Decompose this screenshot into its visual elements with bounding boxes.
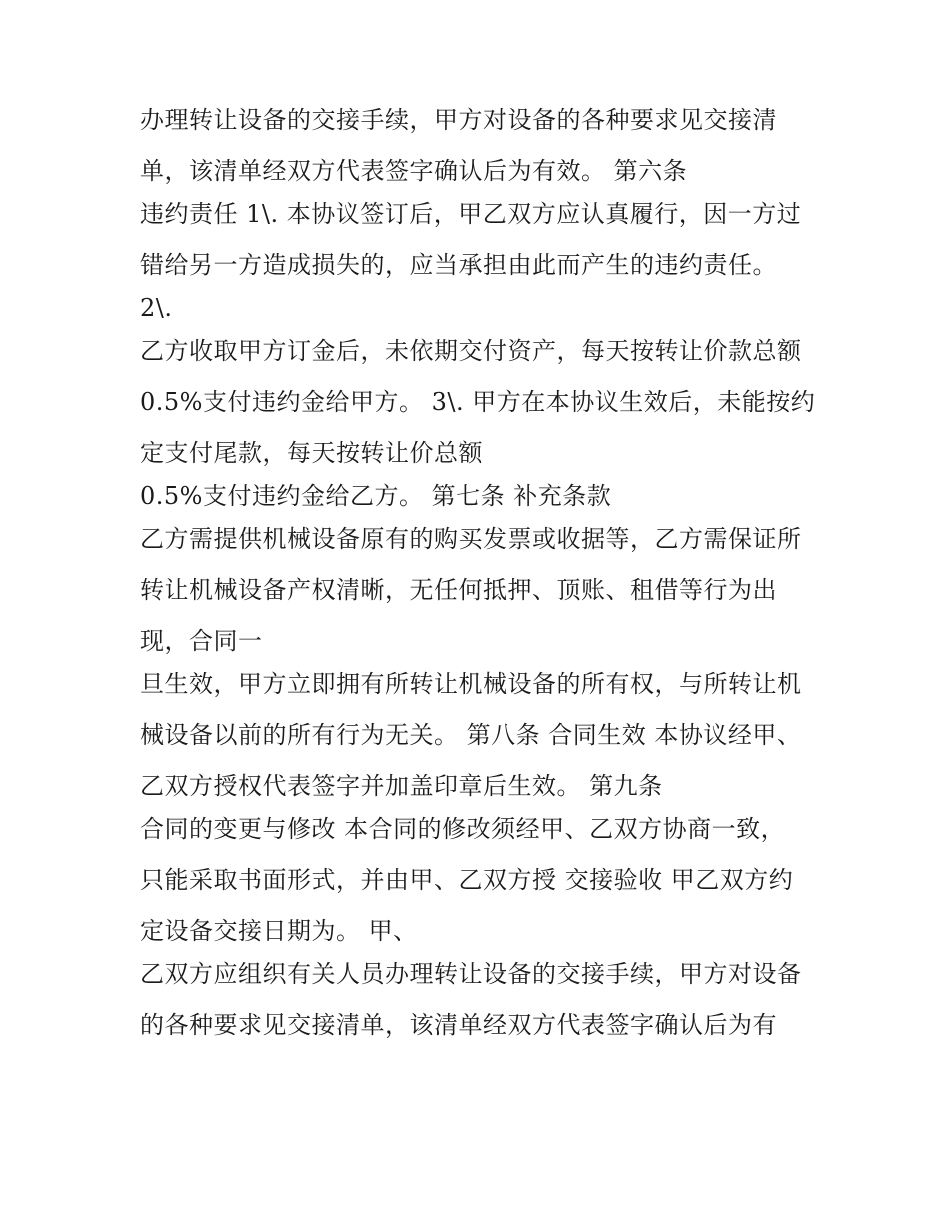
text-line: 0.5%支付违约金给乙方。 第七条 补充条款 [140,482,612,510]
text-line: 定支付尾款，每天按转让价总额 [140,439,483,467]
text-line: 2\. [140,294,173,322]
document-body [140,108,830,1037]
text-line: 乙双方授权代表签字并加盖印章后生效。 第九条 [140,772,663,800]
text-line: 旦生效，甲方立即拥有所转让机械设备的所有权，与所转让机 [140,670,802,698]
text-line: 错给另一方造成损失的，应当承担由此而产生的违约责任。 [140,251,777,279]
text-line: 单，该清单经双方代表签字确认后为有效。 第六条 [140,157,688,185]
text-line: 乙方需提供机械设备原有的购买发票或收据等，乙方需保证所 [140,525,802,553]
text-line: 现，合同一 [140,627,263,655]
text-line: 乙双方应组织有关人员办理转让设备的交接手续，甲方对设备 [140,960,802,988]
text-line: 合同的变更与修改 本合同的修改须经甲、乙双方协商一致， [140,815,786,843]
text-line: 只能采取书面形式，并由甲、乙双方授 交接验收 甲乙双方约 [140,866,794,894]
text-line: 0.5%支付违约金给甲方。 3\. 甲方在本协议生效后，未能按约 [140,388,816,416]
text-line: 违约责任 1\. 本协议签订后，甲乙双方应认真履行，因一方过 [140,200,802,228]
text-line: 械设备以前的所有行为无关。 第八条 合同生效 本协议经甲、 [140,721,802,749]
text-line: 定设备交接日期为。 甲、 [140,917,418,945]
text-line: 转让机械设备产权清晰，无任何抵押、顶账、租借等行为出 [140,576,777,604]
text-line: 乙方收取甲方订金后，未依期交付资产，每天按转让价款总额 [140,337,802,365]
text-line: 办理转让设备的交接手续，甲方对设备的各种要求见交接清 [140,106,777,134]
text-line: 的各种要求见交接清单，该清单经双方代表签字确认后为有 [140,1011,777,1039]
